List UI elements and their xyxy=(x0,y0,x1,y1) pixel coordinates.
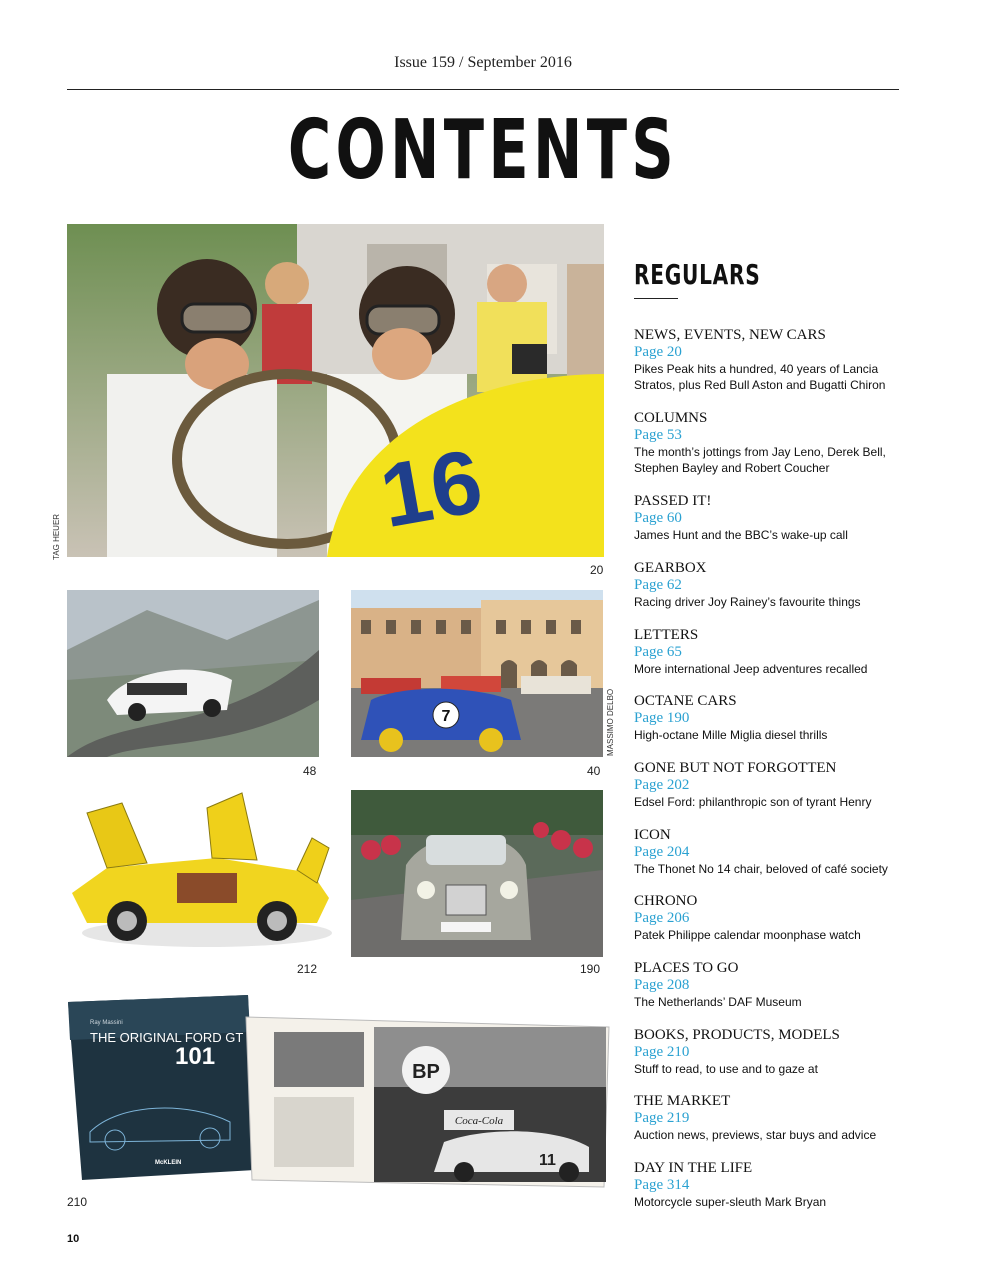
item-desc: Stuff to read, to use and to gaze at xyxy=(634,1062,818,1076)
contents-item xyxy=(634,1160,934,1210)
contents-item xyxy=(634,410,934,476)
item-desc: The Thonet No 14 chair, beloved of café society xyxy=(634,862,888,876)
item-title: CHRONO xyxy=(634,893,698,909)
book-title: THE ORIGINAL FORD GT xyxy=(90,1030,244,1045)
item-page: Page 62 xyxy=(634,577,682,593)
contents-item xyxy=(634,327,934,393)
item-title: THE MARKET xyxy=(634,1093,731,1109)
item-title: PASSED IT! xyxy=(634,493,712,509)
issue-line: Issue 159 / September 2016 xyxy=(394,54,572,71)
item-title: NEWS, EVENTS, NEW CARS xyxy=(634,327,826,343)
item-page: Page 314 xyxy=(634,1177,690,1193)
contents-item xyxy=(634,693,934,743)
item-desc: Racing driver Joy Rainey’s favourite things xyxy=(634,595,861,609)
open-book-photo xyxy=(244,1002,614,1192)
gt-number: 11 xyxy=(539,1152,556,1169)
mercedes-caption: 190 xyxy=(580,962,601,976)
credit-massimo-delbo: MASSIMO DELBO xyxy=(606,688,615,756)
hero-photo xyxy=(67,224,604,557)
book-number: 101 xyxy=(175,1043,216,1070)
item-title: LETTERS xyxy=(634,627,699,643)
item-desc-2: Stratos, plus Red Bull Aston and Bugatti Chiron xyxy=(634,378,886,392)
hero-car-number: 16 xyxy=(373,431,490,548)
item-title: GEARBOX xyxy=(634,560,707,576)
lamborghini-photo xyxy=(67,788,337,958)
item-page: Page 208 xyxy=(634,977,690,993)
contents-item xyxy=(634,960,934,1010)
contents-item xyxy=(634,627,934,677)
mercedes-photo xyxy=(351,790,603,957)
regulars-heading: REGULARS xyxy=(634,258,761,291)
item-desc-2: Stephen Bayley and Robert Coucher xyxy=(634,461,830,475)
regulars-rule xyxy=(634,298,678,299)
book-author: Ray Massini xyxy=(90,1020,123,1026)
item-desc: More international Jeep adventures recalled xyxy=(634,662,868,676)
item-desc: Patek Philippe calendar moonphase watch xyxy=(634,928,861,942)
contents-item xyxy=(634,560,934,610)
item-page: Page 206 xyxy=(634,910,690,926)
item-title: DAY IN THE LIFE xyxy=(634,1160,753,1176)
item-page: Page 60 xyxy=(634,510,682,526)
item-desc: James Hunt and the BBC’s wake-up call xyxy=(634,528,848,542)
stratos-caption: 40 xyxy=(587,764,601,778)
item-page: Page 219 xyxy=(634,1110,690,1126)
item-desc: The month’s jottings from Jay Leno, Derek Bell, xyxy=(634,445,886,459)
contents-item xyxy=(634,893,934,943)
item-title: BOOKS, PRODUCTS, MODELS xyxy=(634,1027,840,1043)
item-title: ICON xyxy=(634,827,671,843)
contents-item xyxy=(634,827,934,877)
stratos-photo xyxy=(351,590,603,757)
item-page: Page 53 xyxy=(634,427,682,443)
book-publisher: McKLEIN xyxy=(155,1160,182,1166)
item-title: GONE BUT NOT FORGOTTEN xyxy=(634,760,837,776)
item-title: PLACES TO GO xyxy=(634,960,739,976)
item-desc: Motorcycle super-sleuth Mark Bryan xyxy=(634,1195,827,1209)
header-rule xyxy=(67,89,899,90)
item-desc: Pikes Peak hits a hundred, 40 years of Lancia xyxy=(634,362,879,376)
item-page: Page 190 xyxy=(634,710,690,726)
item-desc: High-octane Mille Miglia diesel thrills xyxy=(634,728,828,742)
item-page: Page 202 xyxy=(634,777,690,793)
item-title: COLUMNS xyxy=(634,410,708,426)
item-page: Page 65 xyxy=(634,644,682,660)
contents-item xyxy=(634,493,934,543)
page-title: CONTENTS xyxy=(287,103,679,198)
contents-item xyxy=(634,760,934,810)
contents-item xyxy=(634,1093,934,1143)
item-page: Page 20 xyxy=(634,344,682,360)
item-desc: Auction news, previews, star buys and advice xyxy=(634,1128,877,1142)
ferrari-photo xyxy=(67,590,319,757)
item-title: OCTANE CARS xyxy=(634,693,737,709)
page-number: 10 xyxy=(67,1233,80,1245)
book-caption: 210 xyxy=(67,1195,88,1209)
item-desc: The Netherlands’ DAF Museum xyxy=(634,995,802,1009)
coca-cola-sign: Coca-Cola xyxy=(454,1115,504,1127)
contents-item xyxy=(634,1027,934,1077)
item-page: Page 210 xyxy=(634,1044,690,1060)
credit-tag-heuer: TAG HEUER xyxy=(52,513,61,560)
ferrari-caption: 48 xyxy=(303,764,317,778)
item-desc: Edsel Ford: philanthropic son of tyrant Henry xyxy=(634,795,872,809)
stratos-number: 7 xyxy=(441,708,451,725)
item-page: Page 204 xyxy=(634,844,690,860)
hero-caption: 20 xyxy=(590,563,604,577)
bp-logo: BP xyxy=(412,1061,440,1083)
lamborghini-caption: 212 xyxy=(297,962,318,976)
book-cover-photo xyxy=(60,992,260,1182)
